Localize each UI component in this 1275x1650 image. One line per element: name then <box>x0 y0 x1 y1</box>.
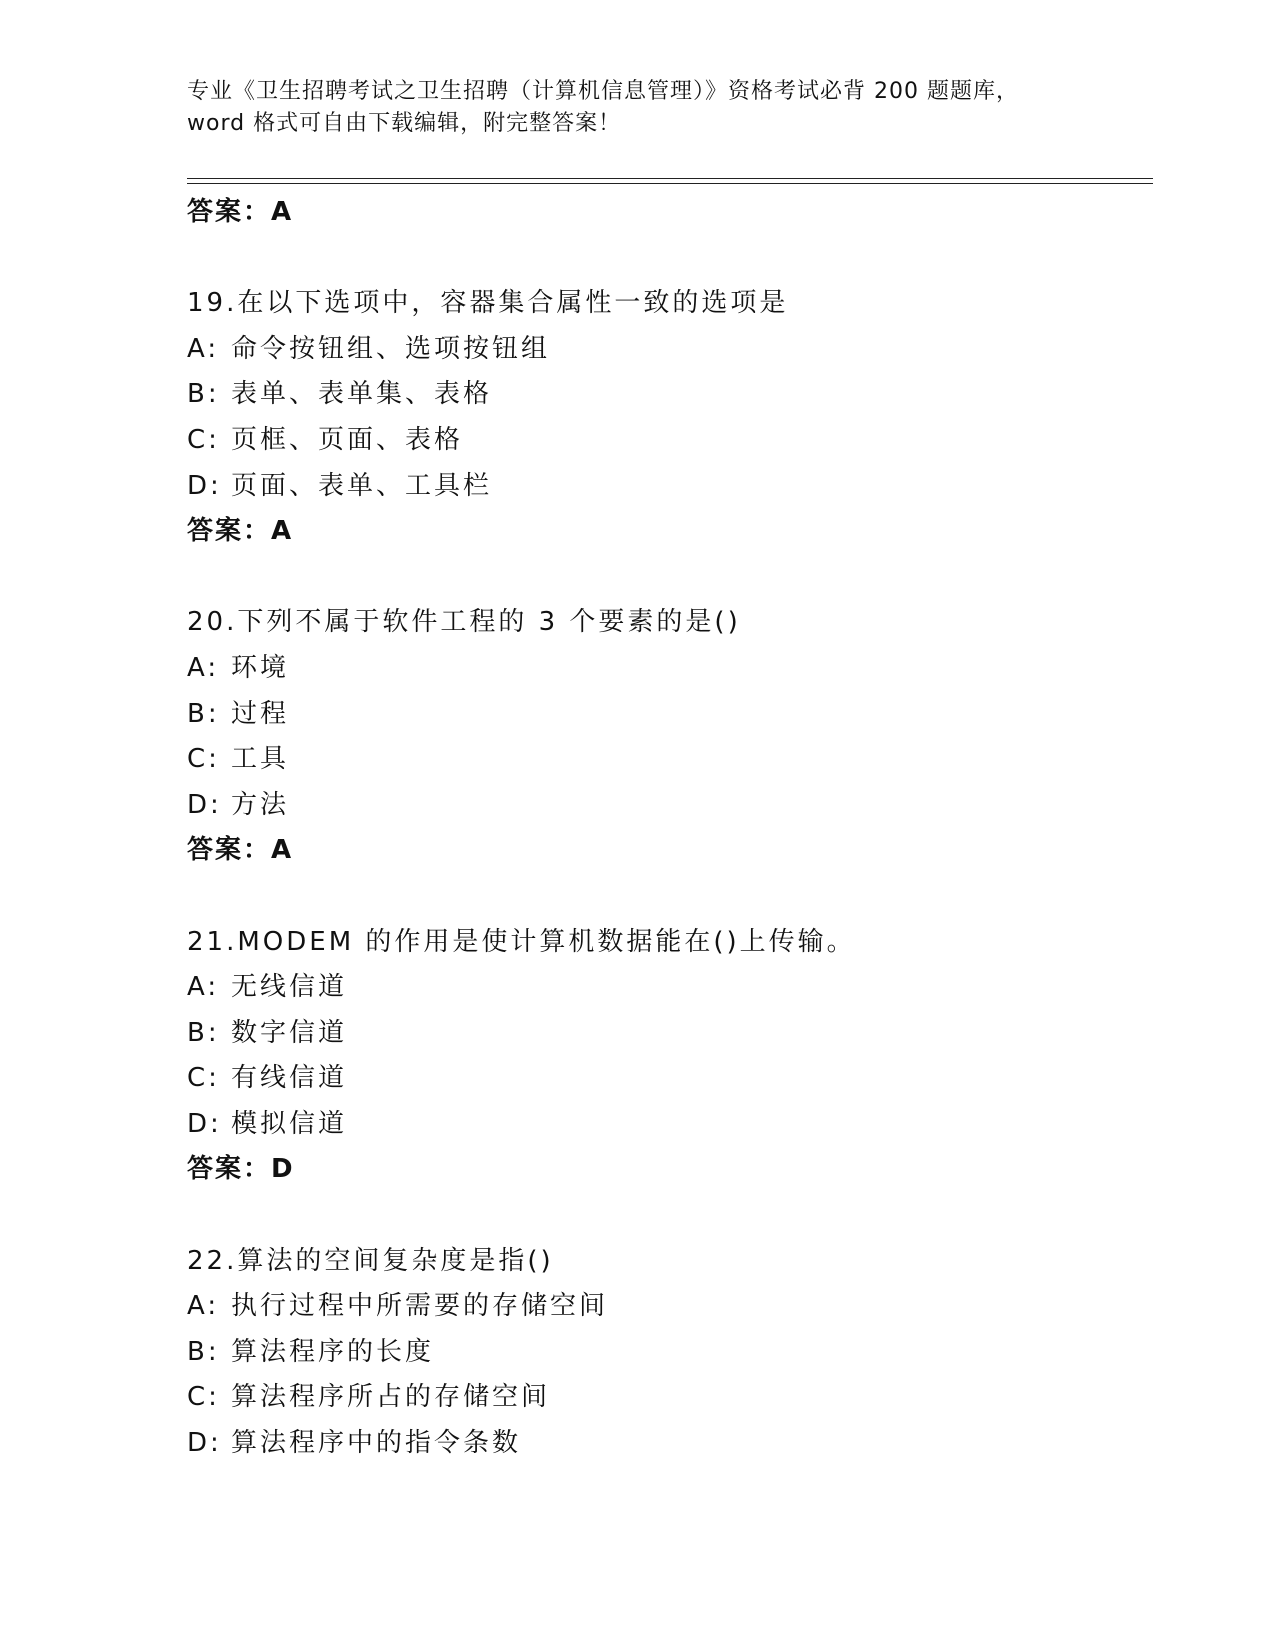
option-letter: D: <box>187 1428 222 1459</box>
spacer <box>187 555 1147 601</box>
option-text: 算法程序中的指令条数 <box>231 1428 522 1459</box>
option-c <box>187 418 1147 464</box>
option-letter: C: <box>187 744 220 775</box>
option-b <box>187 372 1147 418</box>
option-letter: D: <box>187 470 222 501</box>
option-a <box>187 1284 1147 1330</box>
option-d <box>187 464 1147 510</box>
option-letter: B: <box>187 698 220 729</box>
option-text: 算法程序的长度 <box>231 1336 435 1367</box>
question-block-19 <box>187 281 1147 555</box>
option-letter: C: <box>187 1382 220 1413</box>
option-letter: B: <box>187 379 220 410</box>
header-divider-bottom <box>187 183 1153 184</box>
option-text: 环境 <box>231 652 290 683</box>
option-letter: D: <box>187 789 222 820</box>
document-header <box>187 76 1087 140</box>
option-letter: A: <box>187 972 220 1003</box>
question-block-21 <box>187 920 1147 1194</box>
option-letter: B: <box>187 1336 220 1367</box>
option-text: 方法 <box>231 789 290 820</box>
option-text: 执行过程中所需要的存储空间 <box>231 1291 609 1322</box>
option-letter: D: <box>187 1108 222 1139</box>
option-b <box>187 1330 1147 1376</box>
option-text: 工具 <box>231 744 290 775</box>
option-letter: C: <box>187 1063 220 1094</box>
option-text: 无线信道 <box>231 972 348 1003</box>
option-text: 有线信道 <box>231 1063 348 1094</box>
option-a <box>187 327 1147 373</box>
option-letter: C: <box>187 424 220 455</box>
answer-text: 答案：D <box>187 1154 295 1185</box>
option-b <box>187 1011 1147 1057</box>
option-text: 算法程序所占的存储空间 <box>231 1382 551 1413</box>
option-letter: A: <box>187 652 220 683</box>
question-list <box>187 190 1147 1467</box>
option-c <box>187 737 1147 783</box>
option-c <box>187 1375 1147 1421</box>
question-text: 19.在以下选项中，容器集合属性一致的选项是 <box>187 288 789 319</box>
spacer <box>187 1193 1147 1239</box>
option-letter: A: <box>187 333 220 364</box>
question-text: 22.算法的空间复杂度是指() <box>187 1245 554 1276</box>
option-d <box>187 783 1147 829</box>
option-text: 命令按钮组、选项按钮组 <box>231 333 551 364</box>
answer-text: 答案：A <box>187 835 294 866</box>
option-text: 模拟信道 <box>231 1108 348 1139</box>
option-a <box>187 646 1147 692</box>
answer-text: 答案：A <box>187 516 294 547</box>
spacer <box>187 236 1147 282</box>
option-d <box>187 1421 1147 1467</box>
question-block-22 <box>187 1239 1147 1467</box>
question-block-20 <box>187 600 1147 874</box>
question-text: 21.MODEM 的作用是使计算机数据能在()上传输。 <box>187 926 856 957</box>
header-divider-top <box>187 178 1153 179</box>
option-letter: B: <box>187 1017 220 1048</box>
previous-answer: 答案：A <box>187 197 294 227</box>
option-text: 页框、页面、表格 <box>231 424 464 455</box>
option-text: 页面、表单、工具栏 <box>231 470 493 501</box>
header-title-line-2: word 格式可自由下载编辑，附完整答案！ <box>187 111 622 136</box>
option-text: 数字信道 <box>231 1017 348 1048</box>
question-text: 20.下列不属于软件工程的 3 个要素的是() <box>187 607 741 638</box>
option-text: 表单、表单集、表格 <box>231 379 493 410</box>
header-title-line-1: 专业《卫生招聘考试之卫生招聘（计算机信息管理）》资格考试必背 200 题题库， <box>187 79 1019 104</box>
option-letter: A: <box>187 1291 220 1322</box>
option-text: 过程 <box>231 698 290 729</box>
spacer <box>187 874 1147 920</box>
option-d <box>187 1102 1147 1148</box>
option-a <box>187 965 1147 1011</box>
option-c <box>187 1056 1147 1102</box>
option-b <box>187 692 1147 738</box>
